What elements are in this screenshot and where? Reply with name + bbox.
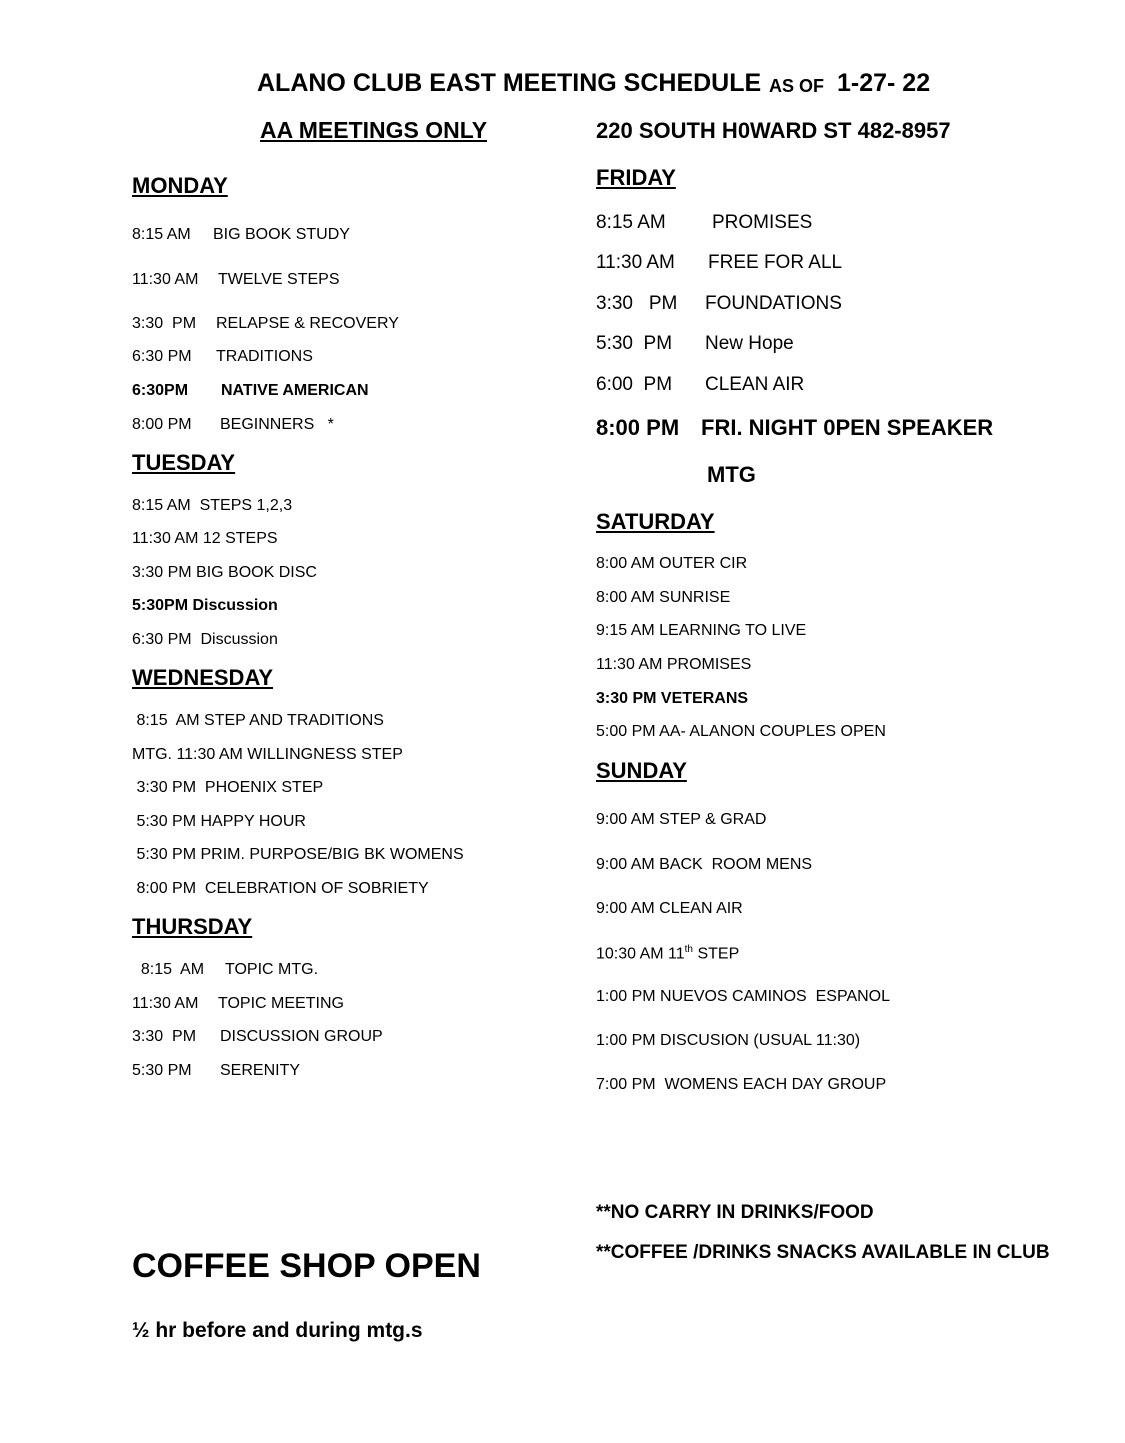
- friday-open-speaker-cont: MTG: [707, 462, 756, 487]
- thursday-heading: THURSDAY: [132, 914, 253, 939]
- tuesday-item: 3:30 PM BIG BOOK DISC: [132, 564, 317, 581]
- friday-item: 11:30 AM FREE FOR ALL: [596, 252, 843, 273]
- wednesday-item: 8:15 AM STEP AND TRADITIONS: [132, 712, 384, 729]
- sunday-item: 1:00 PM NUEVOS CAMINOS ESPANOL: [596, 988, 891, 1005]
- sunday-heading: SUNDAY: [596, 758, 687, 783]
- friday-open-speaker: 8:00 PM FRI. NIGHT 0PEN SPEAKER: [596, 415, 994, 440]
- sunday-item: 9:00 AM CLEAN AIR: [596, 900, 743, 917]
- sunday-item: 9:00 AM STEP & GRAD: [596, 811, 767, 828]
- saturday-item: 8:00 AM OUTER CIR: [596, 555, 748, 572]
- coffee-shop-hours: ½ hr before and during mtg.s: [132, 1319, 423, 1342]
- tuesday-item: 5:30PM Discussion: [132, 597, 278, 614]
- sunday-item: 7:00 PM WOMENS EACH DAY GROUP: [596, 1076, 887, 1093]
- friday-item: 6:00 PM CLEAN AIR: [596, 374, 805, 395]
- monday-heading: MONDAY: [132, 173, 228, 198]
- coffee-shop-title: COFFEE SHOP OPEN: [132, 1247, 481, 1285]
- saturday-item: 3:30 PM VETERANS: [596, 690, 749, 707]
- sunday-item: 1:00 PM DISCUSION (USUAL 11:30): [596, 1032, 861, 1049]
- saturday-item: 8:00 AM SUNRISE: [596, 589, 731, 606]
- wednesday-item: MTG. 11:30 AM WILLINGNESS STEP: [132, 746, 403, 763]
- saturday-heading: SATURDAY: [596, 509, 715, 534]
- page-title: ALANO CLUB EAST MEETING SCHEDULE: [257, 69, 762, 97]
- friday-item: 8:15 AM PROMISES: [596, 212, 813, 233]
- thursday-item: 3:30 PM DISCUSSION GROUP: [132, 1028, 383, 1045]
- saturday-item: 11:30 AM PROMISES: [596, 656, 752, 673]
- wednesday-item: 5:30 PM PRIM. PURPOSE/BIG BK WOMENS: [132, 846, 464, 863]
- monday-item: 3:30 PM RELAPSE & RECOVERY: [132, 315, 399, 332]
- snacks-note: **COFFEE /DRINKS SNACKS AVAILABLE IN CLUB: [596, 1242, 1050, 1263]
- wednesday-item: 5:30 PM HAPPY HOUR: [132, 813, 306, 830]
- friday-heading: FRIDAY: [596, 165, 676, 190]
- thursday-item: 5:30 PM SERENITY: [132, 1062, 301, 1079]
- schedule-date: 1-27- 22: [837, 69, 931, 97]
- tuesday-heading: TUESDAY: [132, 450, 236, 475]
- sunday-item: 9:00 AM BACK ROOM MENS: [596, 856, 813, 873]
- friday-item: 5:30 PM New Hope: [596, 333, 794, 354]
- wednesday-item: 3:30 PM PHOENIX STEP: [132, 779, 324, 796]
- sunday-item: 10:30 AM 11th STEP: [596, 944, 740, 963]
- wednesday-heading: WEDNESDAY: [132, 665, 273, 690]
- club-address: 220 SOUTH H0WARD ST 482-8957: [596, 118, 951, 143]
- thursday-item: 11:30 AM TOPIC MEETING: [132, 995, 344, 1012]
- monday-item: 6:30PM NATIVE AMERICAN: [132, 382, 369, 399]
- thursday-item: 8:15 AM TOPIC MTG.: [132, 961, 319, 978]
- aa-meetings-only: AA MEETINGS ONLY: [260, 117, 488, 143]
- friday-item: 3:30 PM FOUNDATIONS: [596, 293, 842, 314]
- tuesday-item: 11:30 AM 12 STEPS: [132, 530, 278, 547]
- wednesday-item: 8:00 PM CELEBRATION OF SOBRIETY: [132, 880, 429, 897]
- monday-item: 8:15 AM BIG BOOK STUDY: [132, 226, 350, 243]
- no-carry-note: **NO CARRY IN DRINKS/FOOD: [596, 1202, 874, 1223]
- saturday-item: 5:00 PM AA- ALANON COUPLES OPEN: [596, 723, 886, 740]
- monday-item: 6:30 PM TRADITIONS: [132, 348, 313, 365]
- tuesday-item: 8:15 AM STEPS 1,2,3: [132, 497, 293, 514]
- as-of-label: AS OF: [769, 76, 825, 96]
- saturday-item: 9:15 AM LEARNING TO LIVE: [596, 622, 807, 639]
- monday-item: 11:30 AM TWELVE STEPS: [132, 271, 340, 288]
- monday-item: 8:00 PM BEGINNERS *: [132, 416, 334, 433]
- tuesday-item: 6:30 PM Discussion: [132, 631, 278, 648]
